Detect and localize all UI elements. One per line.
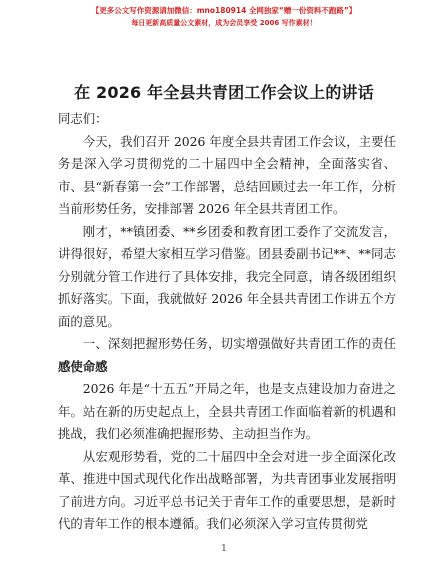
paragraph-1: 今天，我们召开 2026 年度全县共青团工作会议，主要任务是深入学习贯彻党的二十届四中全会精神，全面落实省、市、县“新春第一会”工作部署，总结回顾过去一年工作，分析当前形势任务，安排部署 2026 年全县共青团工作。 [58, 133, 396, 216]
salutation: 同志们： [58, 111, 108, 126]
document-body [58, 108, 396, 536]
section-1-heading-bold: 感使命感 [58, 358, 108, 374]
document-title: 在 2026 年全县共青团工作会议上的讲话 [74, 83, 374, 102]
page-number: 1 [221, 544, 227, 554]
banner-line-2: 每日更新高质量公文素材，成为会员享受 2006 写作素材！ [131, 19, 317, 27]
paragraph-3: 2026 年是“十五五”开局之年，也是支点建设加力奋进之年。站在新的历史起点上，全县共青团工作面临着新的机遇和挑战，我们必须准确把握形势、主动担当作为。 [58, 381, 396, 441]
section-1-heading [58, 333, 396, 378]
section-1-heading-text: 一、深刻把握形势任务，切实增强做好共青团工作的责任 [82, 336, 396, 351]
banner-line-1: 【更多公文写作资源请加微信：mno180914 全网独家“赠一份资料不跑路”】 [91, 6, 357, 15]
promo-banner [0, 5, 448, 29]
paragraph-2: 刚才，**镇团委、**乡团委和教育团工委作了交流发言，讲得很好，希望大家相互学习借鉴。团县委副书记**、**同志分别就分管工作进行了具体安排，我完全同意，请各级团组织抓好落实。下面，我就做好 2026 年全县共青团工作讲五个方面的意见。 [58, 223, 396, 329]
paragraph-4: 从宏观形势看，党的二十届四中全会对进一步全面深化改革、推进中国式现代化作出战略部署，为共青团事业发展指明了前进方向。习近平总书记关于青年工作的重要思想，是新时代的青年工作的根本遵循。我们必须深入学习宣传贯彻党 [58, 448, 396, 531]
